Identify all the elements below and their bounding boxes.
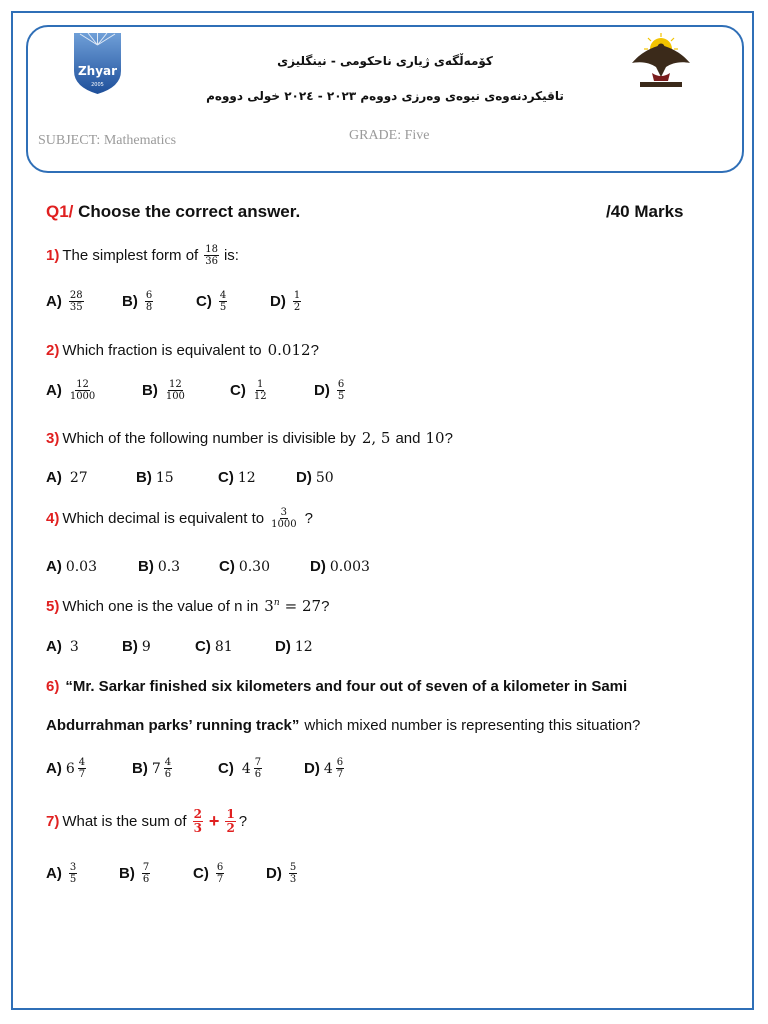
option-d[interactable]: D) 12: [275, 638, 313, 655]
question-number: 2): [46, 341, 60, 359]
question-suffix: ?: [304, 510, 313, 527]
school-logo: [72, 31, 123, 95]
question-number: 5): [46, 597, 60, 615]
question-5: [46, 597, 329, 615]
option-d[interactable]: D) 50: [296, 469, 334, 486]
question-3: [46, 429, 453, 447]
question-number: 1): [46, 247, 60, 264]
option-c[interactable]: C) $\frac{1}{12}$: [230, 379, 267, 402]
option-d[interactable]: D) $\frac{6}{5}$: [314, 379, 345, 402]
question-6-continued: [46, 717, 640, 734]
question-1: [46, 244, 239, 267]
section-marks: /40 Marks: [606, 202, 684, 221]
question-text: Which decimal is equivalent to: [62, 510, 265, 527]
option-c[interactable]: C) 0.30: [219, 558, 270, 575]
option-a[interactable]: A) 0.03: [46, 558, 97, 575]
option-b[interactable]: B) 0.3: [138, 558, 181, 575]
option-a[interactable]: A) $\frac{3}{5}$: [46, 862, 77, 885]
fraction: $\frac{1}{2}$: [226, 807, 235, 835]
grade-label: GRADE: Five: [349, 128, 430, 143]
option-b[interactable]: B) $\frac{7}{6}$: [119, 862, 150, 885]
question-6: [46, 678, 627, 695]
school-logo-year: 2005: [91, 82, 104, 88]
krg-emblem-icon: [628, 33, 694, 89]
question-quote: Abdurrahman parks’ running track”: [46, 717, 300, 734]
question-number: 7): [46, 813, 60, 830]
option-a[interactable]: A) 6 $\frac{4}{7}$: [46, 757, 86, 780]
option-c[interactable]: C) 4 $\frac{7}{6}$: [218, 757, 262, 780]
option-a[interactable]: A) 27: [46, 469, 88, 486]
fraction: $\frac{18}{36}$: [205, 244, 218, 267]
option-b[interactable]: B) $\frac{6}{8}$: [122, 290, 153, 313]
option-c[interactable]: C) $\frac{4}{5}$: [196, 290, 227, 313]
option-a[interactable]: A) $\frac{12}{1000}$: [46, 379, 96, 402]
option-c[interactable]: C) 81: [195, 638, 233, 655]
school-name: کۆمەڵگەی ژیاری ناحکومی - نینگلیزی: [277, 54, 493, 68]
section-number: Q1/: [46, 202, 74, 221]
question-text: Which fraction is equivalent to: [62, 341, 262, 359]
option-d[interactable]: D) $\frac{1}{2}$: [270, 290, 301, 313]
option-a[interactable]: A) $\frac{28}{35}$: [46, 290, 83, 313]
option-c[interactable]: C) $\frac{6}{7}$: [193, 862, 224, 885]
section-title: [46, 202, 300, 222]
exam-title: تاقیکردنەوەی نیوەی وەرزی دووەم ٢٠٢٣ - ٢٠٢٤ خولی دووەم: [206, 89, 564, 103]
option-b[interactable]: B) $\frac{12}{100}$: [142, 379, 185, 402]
option-b[interactable]: B) 7 $\frac{4}{6}$: [132, 757, 172, 780]
question-suffix: ?: [321, 597, 330, 615]
option-a[interactable]: A) 3: [46, 638, 79, 655]
question-suffix: ?: [238, 813, 248, 830]
power-expression: 3$^n$: [264, 597, 280, 615]
question-2: [46, 341, 319, 359]
question-value: 2, 5: [361, 429, 391, 447]
question-text: Which of the following number is divisible by: [62, 429, 356, 447]
fraction: $\frac{2}{3}$: [193, 807, 202, 835]
question-4: [46, 507, 313, 530]
section-instruction: Choose the correct answer.: [78, 202, 301, 221]
option-b[interactable]: B) 15: [136, 469, 174, 486]
plus-sign: +: [208, 811, 220, 831]
question-number: 4): [46, 510, 60, 527]
question-number: 3): [46, 429, 60, 447]
question-text: Which one is the value of n in: [62, 597, 259, 615]
question-equation: = 27: [284, 597, 322, 615]
school-logo-text: Zhyar: [77, 64, 118, 78]
question-text: which mixed number is representing this situation?: [304, 717, 641, 734]
option-d[interactable]: D) 0.003: [310, 558, 370, 575]
question-quote: “Mr. Sarkar finished six kilometers and four out of seven of a kilometer in Sami: [65, 678, 628, 695]
option-c[interactable]: C) 12: [218, 469, 256, 486]
option-d[interactable]: D) $\frac{5}{3}$: [266, 862, 297, 885]
question-value: 0.012: [267, 341, 311, 359]
option-d[interactable]: D) 4 $\frac{6}{7}$: [304, 757, 344, 780]
question-value: 10: [425, 429, 445, 447]
question-suffix: ?: [310, 341, 319, 359]
question-suffix: is:: [223, 247, 239, 264]
question-and: and: [395, 429, 421, 447]
question-7: [46, 808, 247, 835]
question-number: 6): [46, 678, 60, 695]
option-b[interactable]: B) 9: [122, 638, 151, 655]
fraction: $\frac{3}{1000}$: [271, 507, 297, 530]
question-text: The simplest form of: [62, 247, 199, 264]
question-suffix: ?: [444, 429, 453, 447]
subject-label: SUBJECT: Mathematics: [38, 133, 177, 148]
question-text: What is the sum of: [62, 813, 187, 830]
